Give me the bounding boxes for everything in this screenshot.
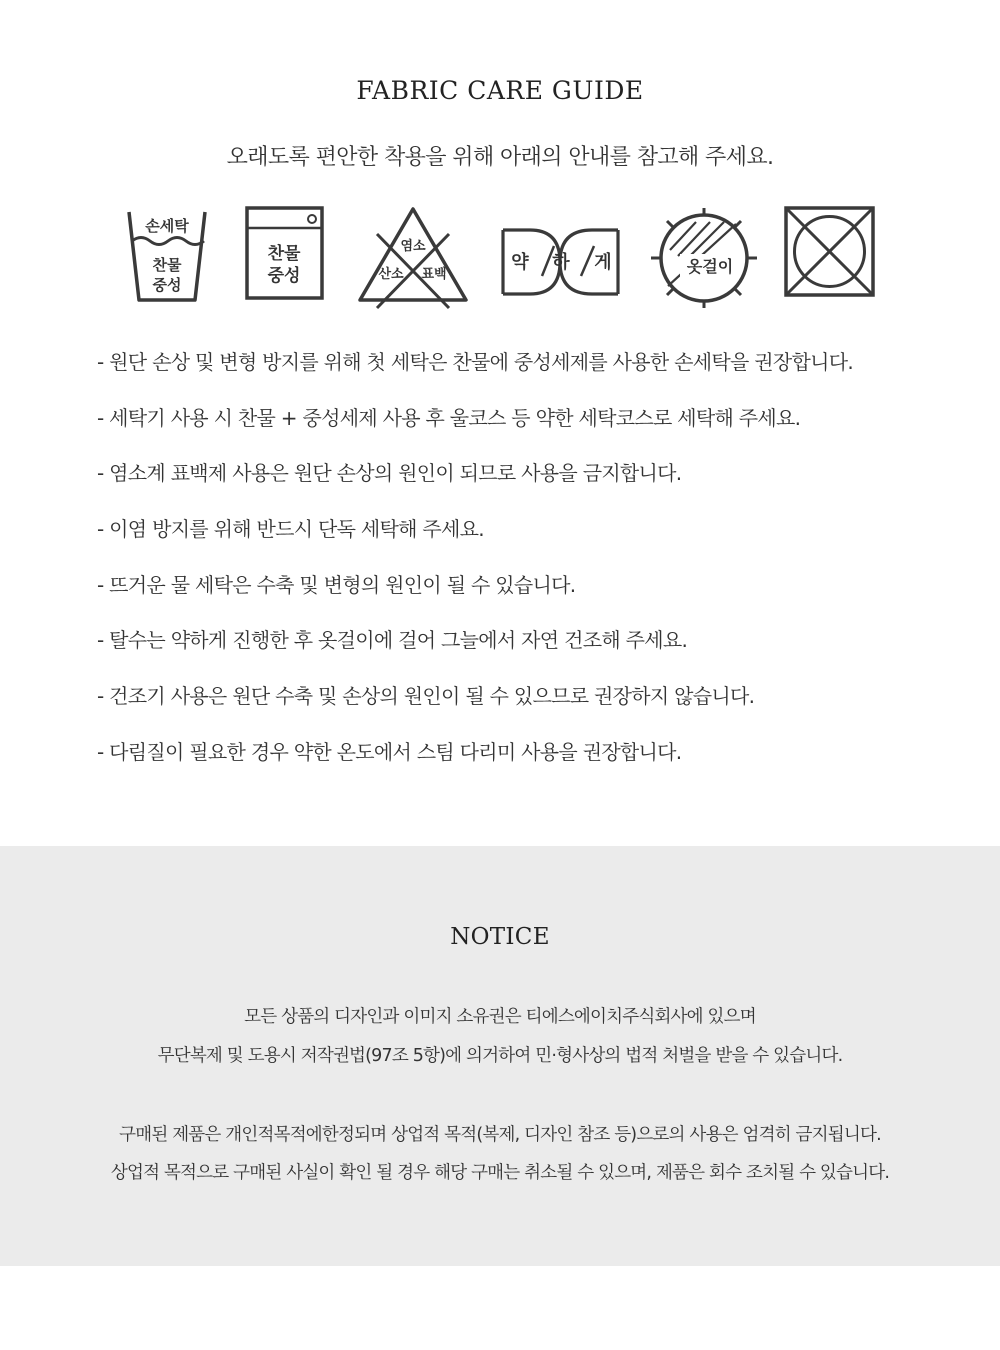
no-bleach-icon bbox=[357, 206, 469, 310]
hand-wash-icon bbox=[126, 206, 208, 306]
no-tumble-dry-icon bbox=[784, 206, 876, 298]
cold-neutral-line2: 중성 bbox=[267, 266, 301, 286]
notice-line-3: 구매된 제품은 개인적목적에한정되며 상업적 목적(복제, 디자인 참조 등)으로의 사용은 엄격히 금지됩니다. bbox=[119, 1125, 881, 1145]
care-guide-subtitle: 오래도록 편안한 착용을 위해 아래의 안내를 참고해 주세요. bbox=[226, 145, 774, 170]
hand-wash-top-label: 손세탁 bbox=[145, 217, 189, 235]
cold-water-neutral-icon bbox=[245, 206, 325, 302]
wring-char-1: 약 bbox=[511, 252, 529, 273]
care-instructions-list bbox=[97, 346, 977, 792]
no-hanger-icon bbox=[648, 206, 760, 310]
wring-char-2: 하 bbox=[552, 252, 570, 273]
instruction-item: - 뜨거운 물 세탁은 수축 및 변형의 원인이 될 수 있습니다. bbox=[97, 572, 576, 597]
instruction-item: - 원단 손상 및 변형 방지를 위해 첫 세탁은 찬물에 중성세제를 사용한 손세탁을 권장합니다. bbox=[97, 350, 854, 374]
no-hanger-label: 옷걸이 bbox=[686, 257, 734, 276]
instruction-item: - 건조기 사용은 원단 수축 및 손상의 원인이 될 수 있으므로 권장하지 않습니다. bbox=[97, 684, 755, 709]
instruction-item: - 탈수는 약하게 진행한 후 옷걸이에 걸어 그늘에서 자연 건조해 주세요. bbox=[97, 628, 688, 653]
no-bleach-left: 산소 bbox=[378, 267, 404, 282]
notice-line-4: 상업적 목적으로 구매된 사실이 확인 될 경우 해당 구매는 취소될 수 있으며, 제품은 회수 조치될 수 있습니다. bbox=[110, 1163, 890, 1183]
care-guide-title: FABRIC CARE GUIDE bbox=[356, 76, 644, 105]
notice-section bbox=[0, 846, 1000, 1266]
instruction-item: - 다림질이 필요한 경우 약한 온도에서 스팀 다리미 사용을 권장합니다. bbox=[97, 739, 682, 764]
wring-char-3: 게 bbox=[594, 252, 612, 273]
notice-line-2: 무단복제 및 도용시 저작권법(97조 5항)에 의거하여 민·형사상의 법적 처벌을 받을 수 있습니다. bbox=[157, 1046, 843, 1066]
cold-neutral-line1: 찬물 bbox=[267, 244, 301, 264]
instruction-item: - 세탁기 사용 시 찬물 + 중성세제 사용 후 울코스 등 약한 세탁코스로 세탁해 주세요. bbox=[97, 405, 801, 430]
hand-wash-line2: 중성 bbox=[152, 276, 182, 294]
instruction-item: - 이염 방지를 위해 반드시 단독 세탁해 주세요. bbox=[97, 517, 484, 542]
care-icon-row bbox=[0, 206, 1000, 312]
hand-wash-line1: 찬물 bbox=[152, 256, 182, 274]
instruction-item: - 염소계 표백제 사용은 원단 손상의 원인이 되므로 사용을 금지합니다. bbox=[97, 461, 682, 486]
notice-line-1: 모든 상품의 디자인과 이미지 소유권은 티에스에이치주식회사에 있으며 bbox=[244, 1007, 756, 1027]
no-bleach-top: 염소 bbox=[400, 239, 426, 254]
no-bleach-right: 표백 bbox=[421, 267, 447, 282]
notice-title: NOTICE bbox=[450, 924, 550, 950]
gentle-wring-icon bbox=[500, 206, 622, 302]
